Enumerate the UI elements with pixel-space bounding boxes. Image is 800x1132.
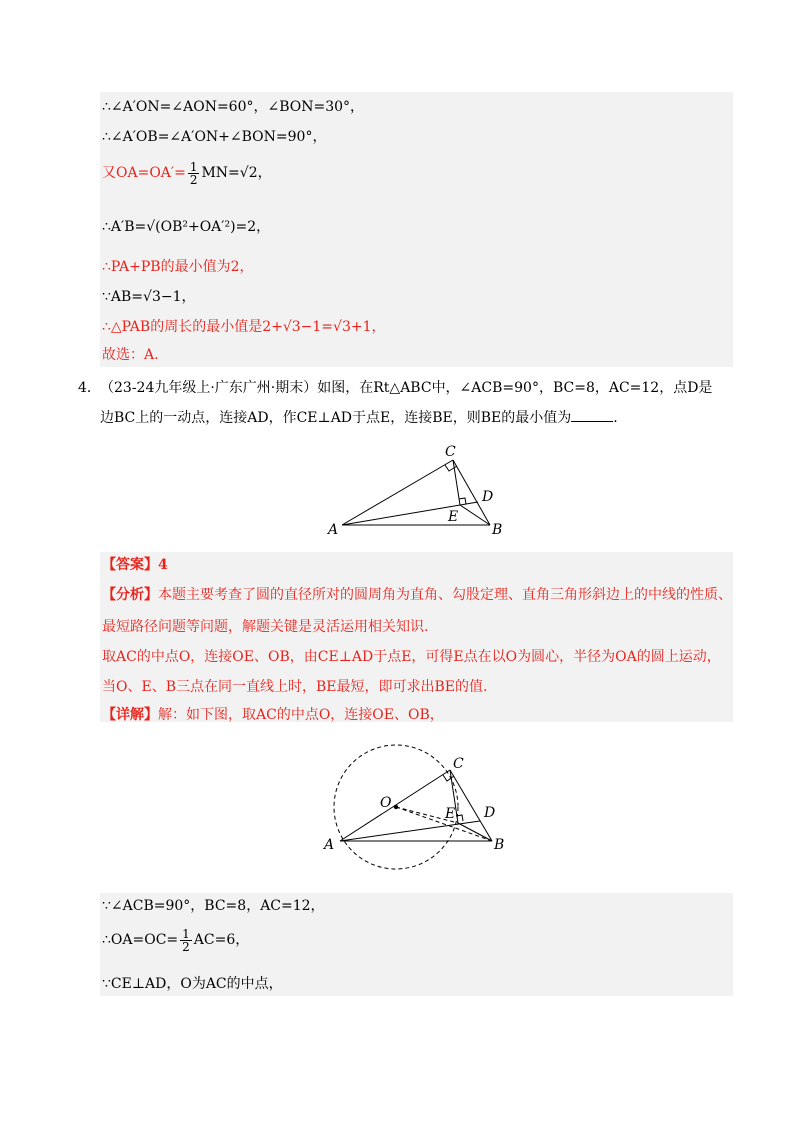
segment-OB — [396, 807, 492, 841]
question-number: 4． — [78, 380, 101, 396]
label-C: C — [445, 444, 456, 460]
question-text-line-1: （23-24九年级上·广东广州·期末）如图，在Rt△ABC中，∠ACB=90°，BC=8，AC=12，点D是 — [100, 380, 713, 396]
label-D: D — [484, 805, 496, 821]
analysis-line-1: 【分析】本题主要考查了圆的直径所对的圆周角为直角、勾股定理、直角三角形斜边上的中线的性质、 — [102, 587, 732, 603]
label-B: B — [492, 522, 503, 538]
solution-line-fraction: 又OA=OA′= $\frac{1}{2}$ MN=√2， — [102, 159, 272, 187]
answer-analysis-block — [100, 552, 733, 722]
solution-line: ∵CE⊥AD，O为AC的中点， — [102, 976, 283, 992]
label-C: C — [453, 756, 464, 772]
analysis-line-4: 当O、E、B三点在同一直线上时，BE最短，即可求出BE的值. — [102, 679, 488, 695]
solution-line: ∵AB=√3−1， — [102, 289, 196, 305]
analysis-line-3: 取AC的中点O，连接OE、OB，由CE⊥AD于点E，可得E点在以O为圆心，半径为OA的圆上运动， — [102, 649, 721, 665]
solution-line: ∴∠A′ON=∠AON=60°，∠BON=30°， — [102, 99, 365, 115]
circle-triangle-figure — [318, 735, 510, 875]
fraction: $\frac{1}{2}$ — [189, 159, 198, 187]
answer-line: 【答案】4 — [102, 557, 168, 573]
solution-line-fraction: ∴OA=OC= $\frac{1}{2}$ AC=6， — [102, 926, 250, 954]
solution-line: ∴△PAB的周长的最小值是2+√3−1=√3+1， — [102, 319, 386, 335]
question-text-line-2: 边BC上的一动点，连接AD，作CE⊥AD于点E，连接BE，则BE的最小值为 . — [100, 410, 618, 426]
solution-line: 故选：A. — [102, 347, 159, 363]
label-A: A — [324, 837, 335, 853]
segment-BE — [460, 505, 490, 525]
solution-line: ∴∠A′OB=∠A′ON+∠BON=90°， — [102, 129, 327, 145]
label-E: E — [448, 509, 459, 525]
figure-2-frame — [318, 735, 510, 875]
solution-line: ∴PA+PB的最小值为2， — [102, 259, 254, 275]
point-O — [394, 805, 398, 809]
detail-line-1: 【详解】解：如下图，取AC的中点O，连接OE、OB， — [102, 707, 444, 723]
label-D: D — [482, 489, 494, 505]
label-A: A — [328, 522, 339, 538]
solution-line: ∵∠ACB=90°，BC=8，AC=12， — [102, 898, 325, 914]
right-angle-mark-C — [443, 775, 454, 781]
solution-line: ∴A′B=√(OB²+OA′²)=2， — [102, 219, 271, 235]
analysis-line-2: 最短路径问题等问题，解题关键是灵活运用相关知识. — [102, 619, 429, 635]
fraction: $\frac{1}{2}$ — [182, 926, 190, 954]
label-E: E — [445, 806, 456, 822]
solution-block-1 — [100, 92, 733, 367]
answer-blank — [571, 409, 613, 422]
label-O: O — [380, 795, 392, 811]
solution-block-2 — [100, 893, 733, 996]
right-angle-mark-C — [445, 465, 457, 471]
label-B: B — [494, 837, 505, 853]
triangle-figure — [320, 438, 520, 538]
